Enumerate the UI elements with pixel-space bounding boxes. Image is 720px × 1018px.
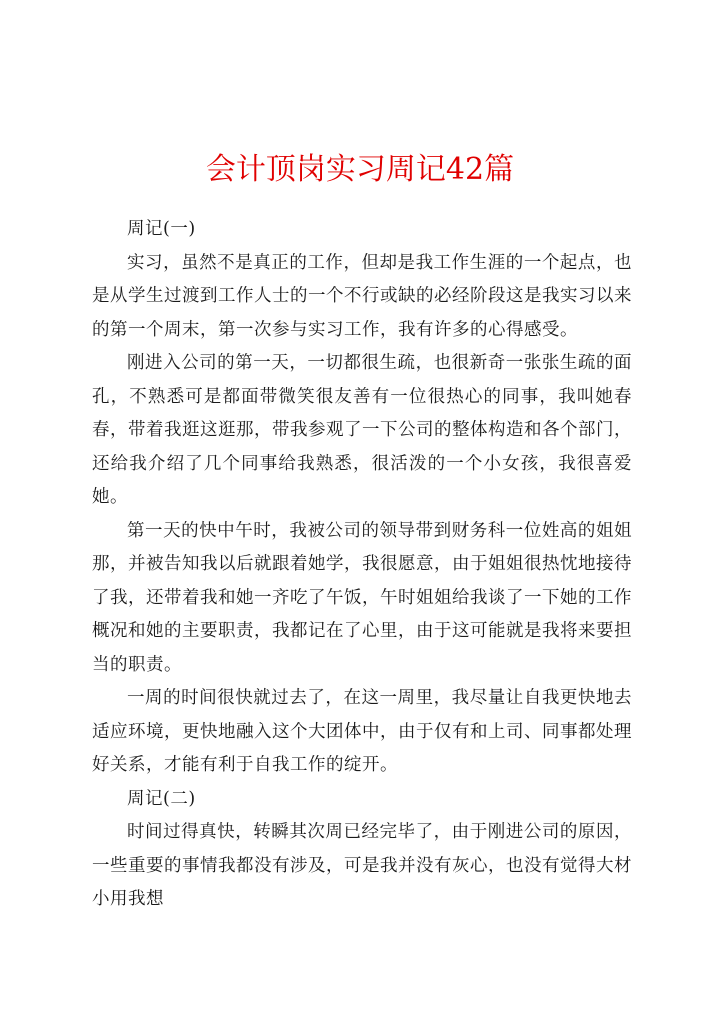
paragraph: 时间过得真快，转瞬其次周已经完毕了，由于刚进公司的原因，一些重要的事情我都没有涉及，可是我并没有灰心，也没有觉得大材小用我想 bbox=[92, 822, 632, 909]
paragraph: 实习，虽然不是真正的工作，但却是我工作生涯的一个起点，也是从学生过渡到工作人士的一个不行或缺的必经阶段这是我实习以来的第一个周末，第一次参与实习工作，我有许多的心得感受。 bbox=[92, 252, 632, 340]
document-title: 会计顶岗实习周记42篇 bbox=[205, 152, 515, 187]
paragraph: 第一天的快中午时，我被公司的领导带到财务科一位姓高的姐姐那，并被告知我以后就跟着她学，我很愿意，由于姐姐很热忱地接待了我，还带着我和她一齐吃了午饭，午时姐姐给我谈了一下她的工作概况和她的主要职责，我都记在了心里，由于这可能就是我将来要担当的职责。 bbox=[92, 520, 632, 675]
section-heading-week-2: 周记(二) bbox=[127, 788, 196, 809]
paragraph: 刚进入公司的第一天，一切都很生疏，也很新奇一张张生疏的面孔，不熟悉可是都面带微笑很友善有一位很热心的同事，我叫她春春，带着我逛这逛那，带我参观了一下公司的整体构造和各个部门，还给我介绍了几个同事给我熟悉，很活泼的一个小女孩，我很喜爱她。 bbox=[92, 353, 632, 507]
document-body bbox=[92, 213, 632, 917]
section-heading-week-1: 周记(一) bbox=[127, 219, 196, 239]
paragraph: 一周的时间很快就过去了，在这一周里，我尽量让自我更快地去适应环境，更快地融入这个大团体中，由于仅有和上司、同事都处理好关系，才能有利于自我工作的绽开。 bbox=[92, 688, 632, 775]
